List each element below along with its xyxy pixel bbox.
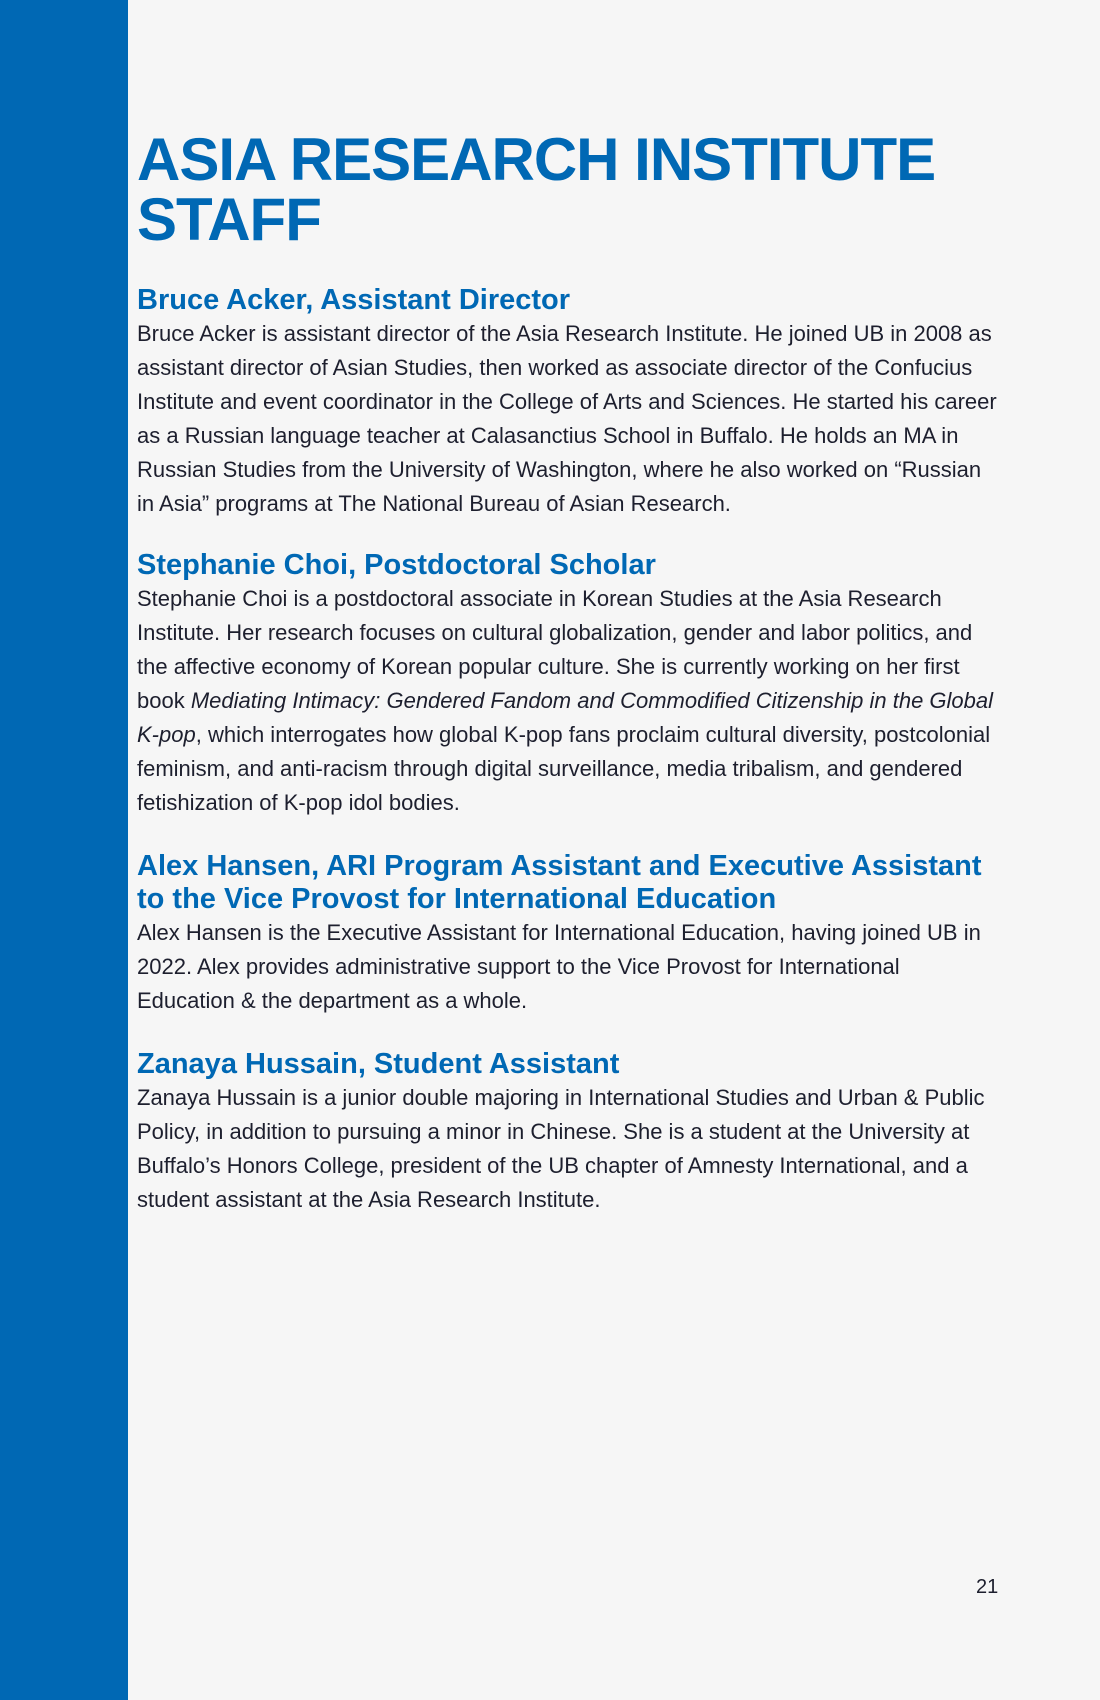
staff-entry-alex-hansen <box>137 850 997 1018</box>
staff-bio: Bruce Acker is assistant director of the Asia Research Institute. He joined UB in 2008 as assistant director of Asian Studies, then worked as associate director of the Confucius Institute and event coordinator in the College of Arts and Sciences. He started his career as a Russian language teacher at Calasanctius School in Buffalo. He holds an MA in Russian Studies from the University of Washington, where he also worked on “Russian in Asia” programs at The National Bureau of Asian Research. <box>137 321 997 516</box>
side-color-bar <box>0 0 128 1700</box>
staff-bio: Alex Hansen is the Executive Assistant for International Education, having joined UB in 2022. Alex provides administrative support to the Vice Provost for International Education & the department as a whole. <box>137 920 981 1013</box>
staff-bio: Zanaya Hussain is a junior double majoring in International Studies and Urban & Public Policy, in addition to pursuing a minor in Chinese. She is a student at the University at Buffalo’s Honors College, president of the UB chapter of Amnesty International, and a student assistant at the Asia Research Institute. <box>137 1085 985 1212</box>
staff-heading: Zanaya Hussain, Student Assistant <box>137 1048 620 1080</box>
page-title-line-1: ASIA RESEARCH INSTITUTE <box>137 126 936 193</box>
staff-entry-bruce-acker <box>137 284 997 521</box>
staff-heading: Stephanie Choi, Postdoctoral Scholar <box>137 549 656 581</box>
staff-heading: Alex Hansen, ARI Program Assistant and Executive Assistant to the Vice Provost for International Education <box>137 850 982 915</box>
staff-bio <box>137 582 997 820</box>
staff-heading: Bruce Acker, Assistant Director <box>137 284 571 316</box>
page-content <box>137 126 997 1217</box>
staff-entry-zanaya-hussain <box>137 1048 997 1217</box>
staff-entry-stephanie-choi <box>137 549 997 820</box>
book-title: Mediating Intimacy: Gendered Fandom and Commodified Citizenship in the Global K-pop <box>137 688 994 747</box>
page-title <box>137 126 997 253</box>
page-number: 21 <box>976 1576 999 1598</box>
page-title-line-2: STAFF <box>137 186 321 253</box>
staff-bio-text: Stephanie Choi is a postdoctoral associate in Korean Studies at the Asia Research Institute. Her research focuses on cultural globalization, gender and labor politics, and the affective economy of Korean popular culture. She is currently working on her first book <box>137 586 973 713</box>
staff-bio-text: , which interrogates how global K-pop fans proclaim cultural diversity, postcolonial feminism, and anti-racism through digital surveillance, media tribalism, and gendered fetishization of K-pop idol bodies. <box>137 722 991 815</box>
